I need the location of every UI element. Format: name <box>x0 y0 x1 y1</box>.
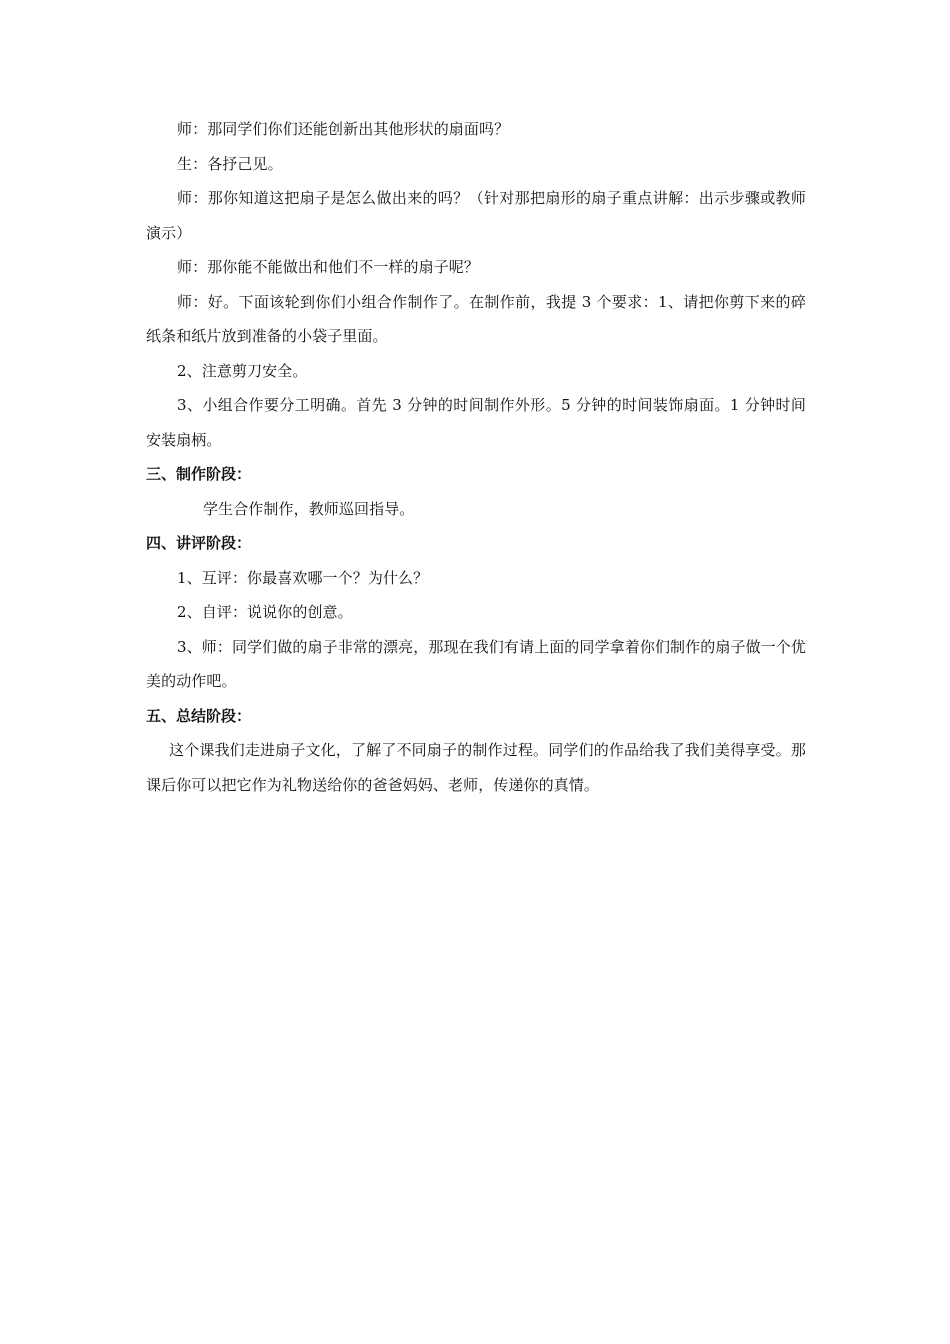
paragraph-teacher-requirements: 师：好。下面该轮到你们小组合作制作了。在制作前，我提 3 个要求：1、请把你剪下来的碎纸条和纸片放到准备的小袋子里面。 <box>146 292 806 345</box>
paragraph-students-making: 学生合作制作，教师巡回指导。 <box>203 499 415 518</box>
document-body <box>146 112 806 802</box>
paragraph-teacher-new-shapes: 师：那同学们你们还能创新出其他形状的扇面吗？ <box>177 120 510 138</box>
paragraph-teacher-how-made: 师：那你知道这把扇子是怎么做出来的吗？（针对那把扇形的扇子重点讲解：出示步骤或教师演示） <box>146 189 806 242</box>
section-heading-review: 四、讲评阶段： <box>146 534 252 552</box>
paragraph-peer-review: 1、互评：你最喜欢哪一个？为什么？ <box>177 568 429 587</box>
paragraph-group-division: 3、小组合作要分工明确。首先 3 分钟的时间制作外形。5 分钟的时间装饰扇面。1 分钟时间安装扇柄。 <box>146 396 806 449</box>
section-heading-summary: 五、总结阶段： <box>146 706 252 725</box>
paragraph-teacher-different-fan: 师：那你能不能做出和他们不一样的扇子呢？ <box>177 258 480 276</box>
paragraph-teacher-performance: 3、师：同学们做的扇子非常的漂亮，那现在我们有请上面的同学拿着你们制作的扇子做一个优美的动作吧。 <box>146 637 806 690</box>
paragraph-self-review: 2、自评：说说你的创意。 <box>177 603 353 621</box>
section-heading-making: 三、制作阶段： <box>146 465 252 483</box>
paragraph-scissors-safety: 2、注意剪刀安全。 <box>177 361 308 380</box>
paragraph-student-opinions: 生：各抒己见。 <box>177 154 283 173</box>
paragraph-summary: 这个课我们走进扇子文化，了解了不同扇子的制作过程。同学们的作品给我了我们美得享受。那课后你可以把它作为礼物送给你的爸爸妈妈、老师，传递你的真情。 <box>146 741 806 794</box>
